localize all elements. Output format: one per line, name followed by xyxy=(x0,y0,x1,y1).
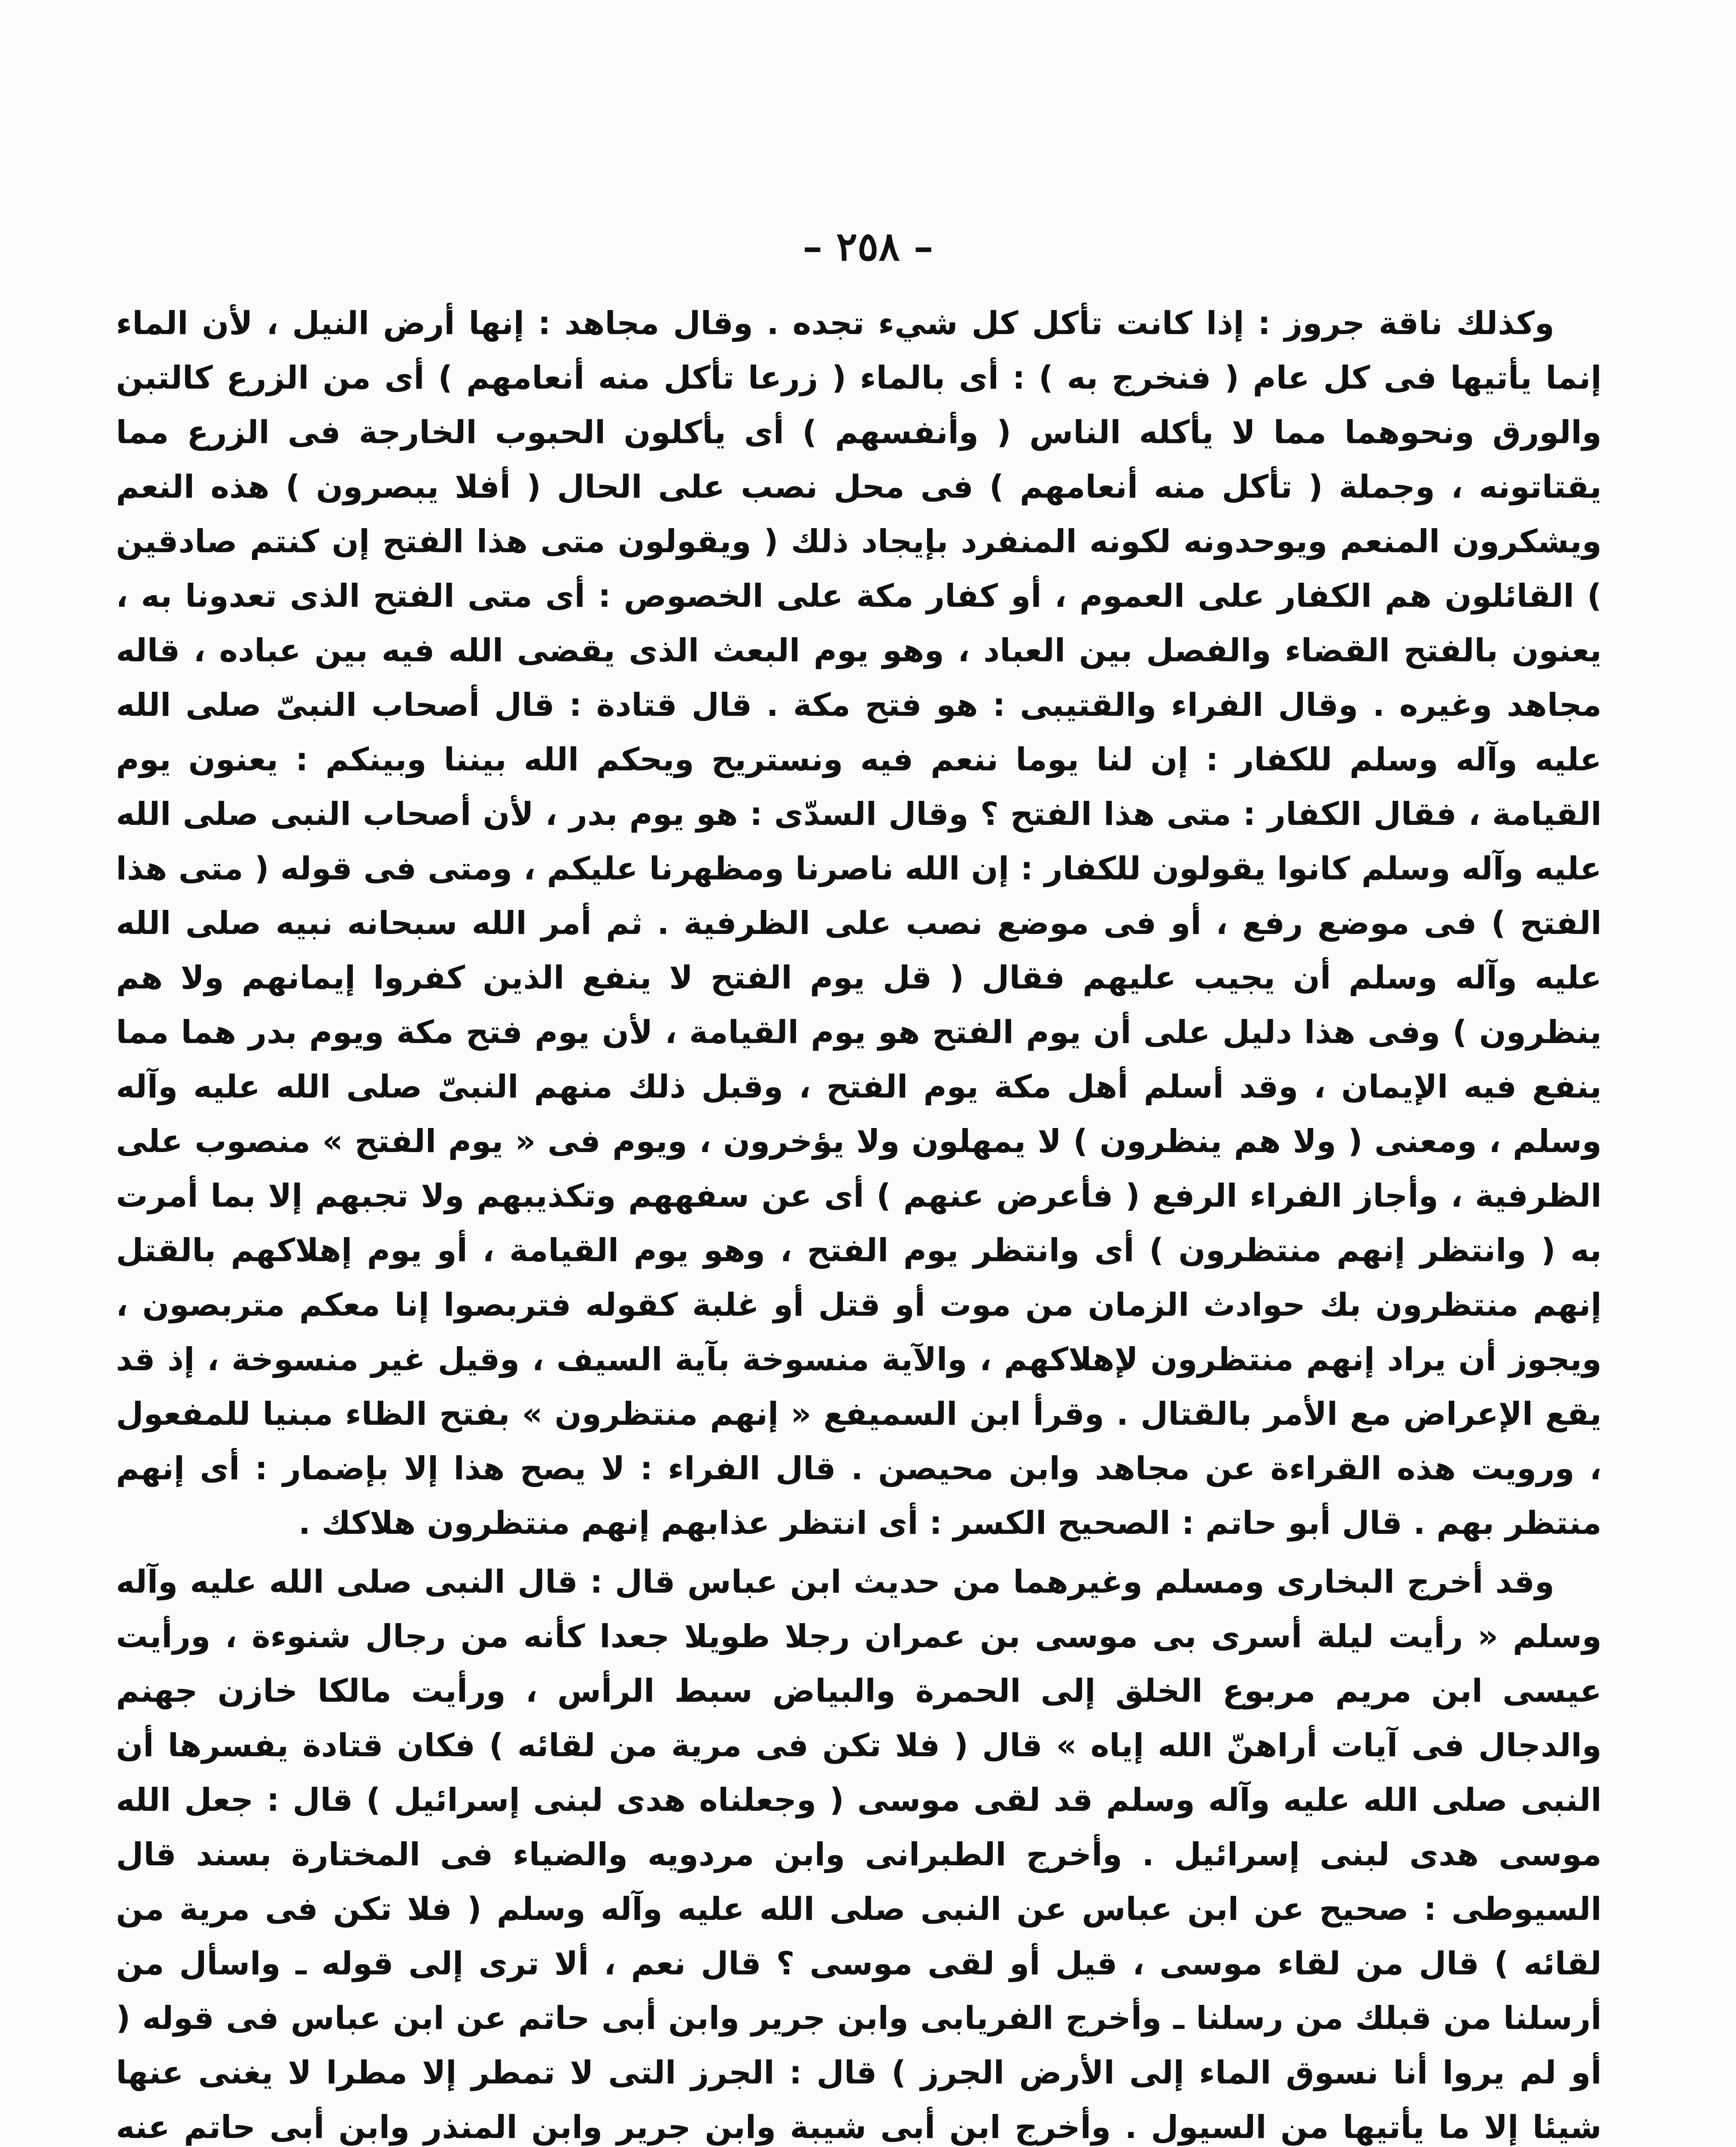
hadith-narrations-paragraph: وقد أخرج البخارى ومسلم وغيرهما من حديث ابن عباس قال : قال النبى صلى الله عليه وآله وسلم « رأيت ليلة أسرى بى موسى بن عمران رجلا طويلا جعدا كأنه من رجال شنوءة ، ورأيت عيسى ابن مريم مربوع الخلق إلى الحمرة والبياض سبط الرأس ، ورأيت مالكا خازن جهنم والدجال فى آيات أراهنّ الله إياه » قال ( فلا تكن فى مرية من لقائه ) فكان قتادة يفسرها أن النبى صلى الله عليه وآله وسلم قد لقى موسى ( وجعلناه هدى لبنى إسرائيل ) قال : جعل الله موسى هدى لبنى إسرائيل . وأخرج الطبرانى وابن مردويه والضياء فى المختارة بسند قال السيوطى : صحيح عن ابن عباس عن النبى صلى الله عليه وآله وسلم ( فلا تكن فى مرية من لقائه ) قال من لقاء موسى ، قيل أو لقى موسى ؟ قال نعم ، ألا ترى إلى قوله ـ واسأل من أرسلنا من قبلك من رسلنا ـ وأخرج الفريابى وابن جرير وابن أبى حاتم عن ابن عباس فى قوله ( أو لم يروا أنا نسوق الماء إلى الأرض الجرز ) قال : الجرز التى لا تمطر إلا مطرا لا يغنى عنها شيئا إلا ما يأتيها من السيول . وأخرج ابن أبى شيبة وابن جرير وابن المنذر وابن أبى حاتم عنه xyxy=(116,1563,1602,2146)
commentary-paragraph: وكذلك ناقة جروز : إذا كانت تأكل كل شيء تجده . وقال مجاهد : إنها أرض النيل ، لأن الماء إنما يأتيها فى كل عام ( فنخرج به ) : أى بالماء ( زرعا تأكل منه أنعامهم ) أى من الزرع كالتبن والورق ونحوهما مما لا يأكله الناس ( وأنفسهم ) أى يأكلون الحبوب الخارجة فى الزرع مما يقتاتونه ، وجملة ( تأكل منه أنعامهم ) فى محل نصب على الحال ( أفلا يبصرون ) هذه النعم ويشكرون المنعم ويوحدونه لكونه المنفرد بإيجاد ذلك ( ويقولون متى هذا الفتح إن كنتم صادقين ) القائلون هم الكفار على العموم ، أو كفار مكة على الخصوص : أى متى الفتح الذى تعدونا به ، يعنون بالفتح القضاء والفصل بين العباد ، وهو يوم البعث الذى يقضى الله فيه بين عباده ، قاله مجاهد وغيره . وقال الفراء والقتيبى : هو فتح مكة . قال قتادة : قال أصحاب النبىّ صلى الله عليه وآله وسلم للكفار : إن لنا يوما ننعم فيه ونستريح ويحكم الله بيننا وبينكم : يعنون يوم القيامة ، فقال الكفار : متى هذا الفتح ؟ وقال السدّى : هو يوم بدر ، لأن أصحاب النبى صلى الله عليه وآله وسلم كانوا يقولون للكفار : إن الله ناصرنا ومظهرنا عليكم ، ومتى فى قوله ( متى هذا الفتح ) فى موضع رفع ، أو فى موضع نصب على الظرفية . ثم أمر الله سبحانه نبيه صلى الله عليه وآله وسلم أن يجيب عليهم فقال ( قل يوم الفتح لا ينفع الذين كفروا إيمانهم ولا هم ينظرون ) وفى هذا دليل على أن يوم الفتح هو يوم القيامة ، لأن يوم فتح مكة ويوم بدر هما مما ينفع فيه الإيمان ، وقد أسلم أهل مكة يوم الفتح ، وقبل ذلك منهم النبىّ صلى الله عليه وآله وسلم ، ومعنى ( ولا هم ينظرون ) لا يمهلون ولا يؤخرون ، ويوم فى « يوم الفتح » منصوب على الظرفية ، وأجاز الفراء الرفع ( فأعرض عنهم ) أى عن سفههم وتكذيبهم ولا تجبهم إلا بما أمرت به ( وانتظر إنهم منتظرون ) أى وانتظر يوم الفتح ، وهو يوم القيامة ، أو يوم إهلاكهم بالقتل إنهم منتظرون بك حوادث الزمان من موت أو قتل أو غلبة كقوله فتربصوا إنا معكم متربصون ، ويجوز أن يراد إنهم منتظرون لإهلاكهم ، والآية منسوخة بآية السيف ، وقيل غير منسوخة ، إذ قد يقع الإعراض مع الأمر بالقتال . وقرأ ابن السميفع « إنهم منتظرون » بفتح الظاء مبنيا للمفعول ، ورويت هذه القراءة عن مجاهد وابن محيصن . قال الفراء : لا يصح هذا إلا بإضمار : أى إنهم منتظر بهم . قال أبو حاتم : الصحيح الكسر : أى انتظر عذابهم إنهم منتظرون هلاكك . xyxy=(116,305,1602,1542)
page-number: – ٢٥٨ – xyxy=(803,223,933,270)
body-text xyxy=(116,296,1602,2147)
